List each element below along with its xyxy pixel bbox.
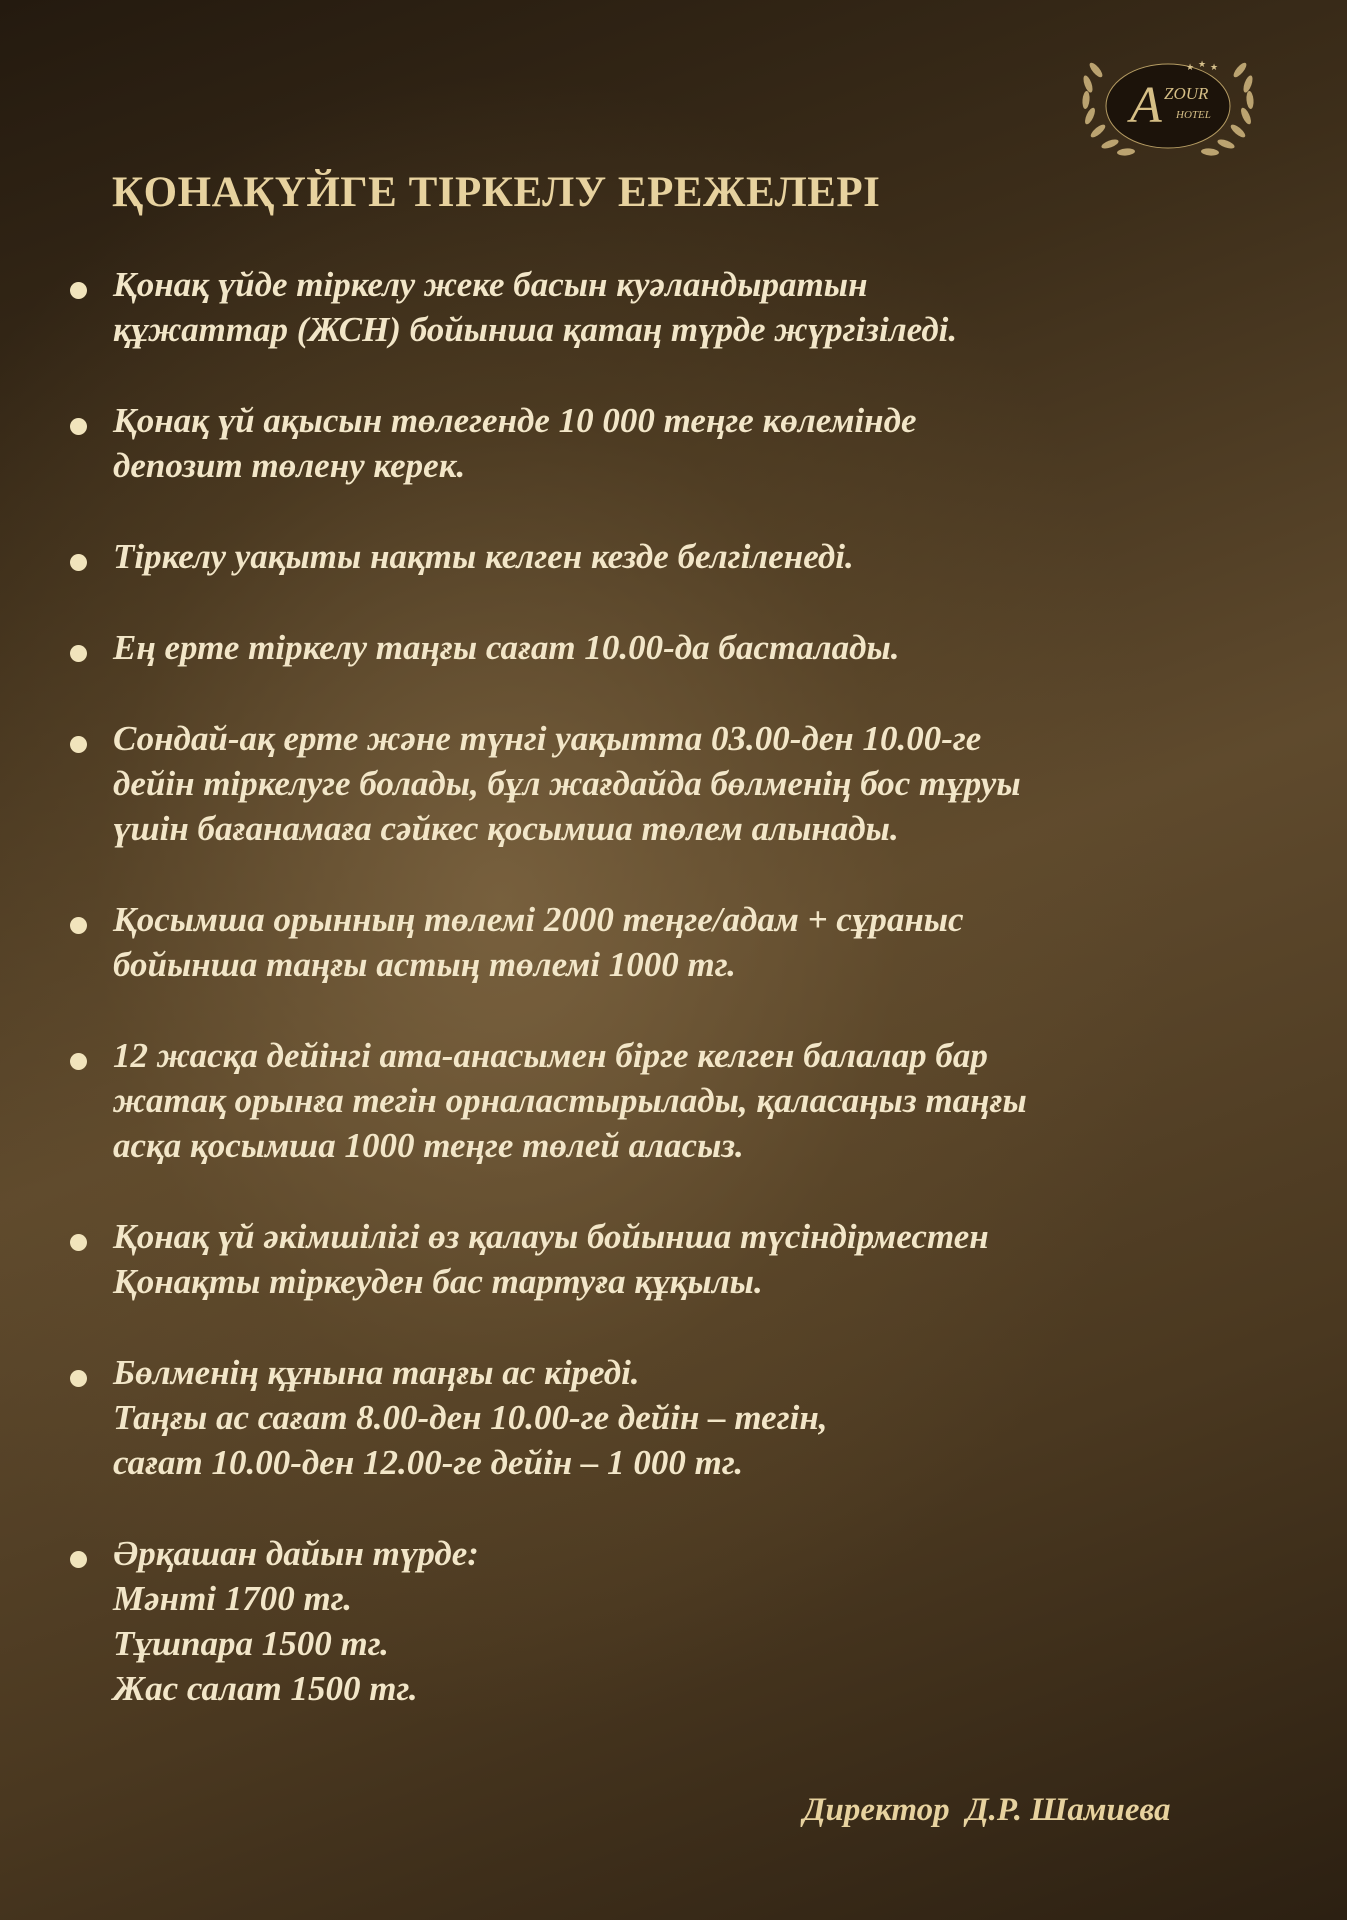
hotel-logo xyxy=(1068,36,1268,176)
rule-text-line: Мәнті 1700 тг. xyxy=(113,1579,352,1618)
rule-text-line: үшін бағанамаға сәйкес қосымша төлем алынады. xyxy=(113,809,899,848)
rule-text-line: асқа қосымша 1000 теңге төлей аласыз. xyxy=(113,1126,744,1165)
rule-text-line: Сондай-ақ ерте және түнгі уақытта 03.00-ден 10.00-ге xyxy=(113,719,982,758)
list-item xyxy=(0,1531,1347,1711)
bullet-icon xyxy=(70,1370,87,1387)
bullet-icon xyxy=(70,917,87,934)
rule-text-line: Бөлменің құнына таңғы ас кіреді. xyxy=(113,1353,640,1392)
rule-text-line: депозит төлену керек. xyxy=(113,446,466,485)
rule-text-line: Тұшпара 1500 тг. xyxy=(113,1624,389,1663)
rule-text-line: Ең ерте тіркелу таңғы сағат 10.00-да басталады. xyxy=(113,628,900,667)
rule-text-line: Жас салат 1500 тг. xyxy=(113,1669,418,1708)
rule-text-line: Қонақ үй ақысын төлегенде 10 000 теңге көлемінде xyxy=(113,401,917,440)
bullet-icon xyxy=(70,418,87,435)
rule-text-line: Қосымша орынның төлемі 2000 теңге/адам + сұраныс xyxy=(113,900,964,939)
rule-text-line: Қонақ үйде тіркелу жеке басын куәландыратын xyxy=(113,265,868,304)
list-item xyxy=(0,534,1347,579)
list-item xyxy=(0,398,1347,488)
list-item xyxy=(0,625,1347,670)
list-item xyxy=(0,716,1347,851)
bullet-icon xyxy=(70,1551,87,1568)
page-title: ҚОНАҚҮЙГЕ ТІРКЕЛУ ЕРЕЖЕЛЕРІ xyxy=(112,169,881,216)
svg-text:ZOUR: ZOUR xyxy=(1164,84,1209,103)
rule-text-line: құжаттар (ЖСН) бойынша қатаң түрде жүргізіледі. xyxy=(113,310,958,349)
rule-text-line: Тіркелу уақыты нақты келген кезде белгіленеді. xyxy=(113,537,854,576)
bullet-icon xyxy=(70,645,87,662)
rule-text-line: жатақ орынға тегін орналастырылады, қаласаңыз таңғы xyxy=(113,1081,1027,1120)
rule-text-line: Таңғы ас сағат 8.00-ден 10.00-ге дейін – тегін, xyxy=(113,1398,828,1437)
list-item xyxy=(0,1033,1347,1168)
bullet-icon xyxy=(70,554,87,571)
bullet-icon xyxy=(70,282,87,299)
rule-text-line: сағат 10.00-ден 12.00-ге дейін – 1 000 тг. xyxy=(113,1443,744,1482)
bullet-icon xyxy=(70,736,87,753)
rule-text-line: Әрқашан дайын түрде: xyxy=(113,1534,479,1573)
list-item xyxy=(0,262,1347,352)
svg-text:★: ★ xyxy=(1210,63,1219,73)
rule-text-line: Қонақ үй әкімшілігі өз қалауы бойынша түсіндірместен xyxy=(113,1217,989,1256)
rule-text-line: 12 жасқа дейінгі ата-анасымен бірге келген балалар бар xyxy=(113,1036,988,1075)
svg-text:HOTEL: HOTEL xyxy=(1176,109,1211,121)
list-item xyxy=(0,897,1347,987)
svg-text:★: ★ xyxy=(1186,63,1195,73)
rule-text-line: дейін тіркелуге болады, бұл жағдайда бөлменің бос тұруы xyxy=(113,764,1021,803)
rules-list xyxy=(0,262,1347,1757)
director-signature: Директор Д.Р. Шамиева xyxy=(803,1792,1171,1828)
list-item xyxy=(0,1214,1347,1304)
list-item xyxy=(0,1350,1347,1485)
rule-text-line: Қонақты тіркеуден бас тартуға құқылы. xyxy=(113,1262,763,1301)
bullet-icon xyxy=(70,1234,87,1251)
bullet-icon xyxy=(70,1053,87,1070)
svg-text:★: ★ xyxy=(1198,60,1207,70)
rule-text-line: бойынша таңғы астың төлемі 1000 тг. xyxy=(113,945,736,984)
svg-text:A: A xyxy=(1130,77,1162,134)
